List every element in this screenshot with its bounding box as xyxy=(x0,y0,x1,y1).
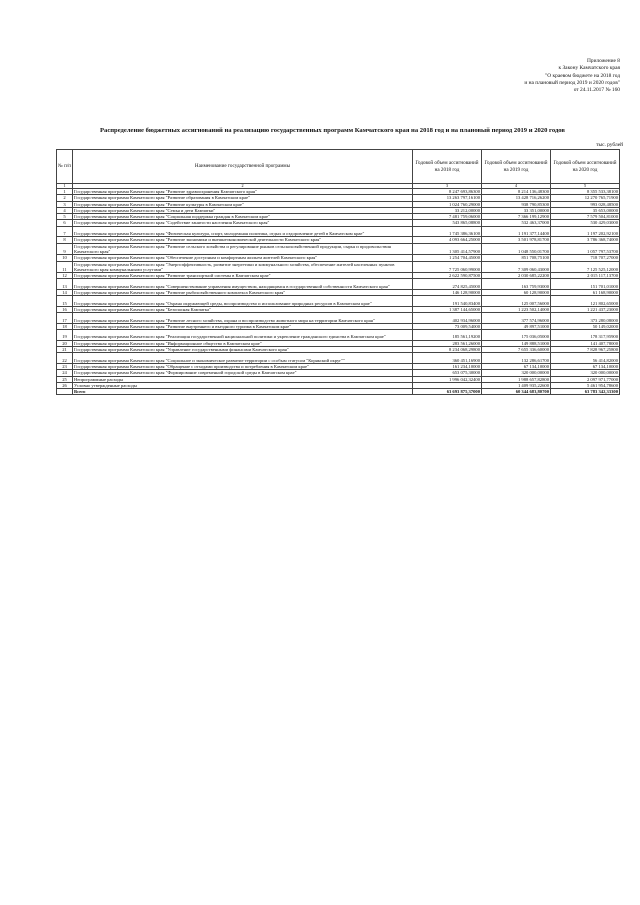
amount-2018: 2 622 590,87500 xyxy=(413,273,482,279)
row-number: 20 xyxy=(57,340,73,346)
program-name: Государственная программа Камчатского края "Физическая культура, спорт, молодежная политика, отдых и оздоровление детей в Камчатском крае" xyxy=(73,226,413,237)
amount-2020: 35 653,00000 xyxy=(551,207,620,213)
table-row xyxy=(57,226,620,237)
amount-2019: 49 897,51000 xyxy=(482,323,551,329)
amount-2019: 532 463,37000 xyxy=(482,220,551,226)
row-number: 19 xyxy=(57,330,73,341)
program-name: Государственная программа Камчатского края "Энергоэффективность, развитие энергетики и коммунального хозяйства, обеспечение жителей населенных пунктов Камчатского края коммунальными услугами" xyxy=(73,261,413,273)
amount-2019: 938 790,85300 xyxy=(482,201,551,207)
amount-2019: 851 708,75100 xyxy=(482,255,551,261)
header-name: Наименование государственной программы xyxy=(73,150,413,184)
amount-2020: 530 429,03000 xyxy=(551,220,620,226)
program-name: Государственная программа Камчатского края "Развитие культуры в Камчатском крае" xyxy=(73,201,413,207)
row-number: 9 xyxy=(57,243,73,255)
amount-2019: 320 000,00000 xyxy=(482,370,551,376)
program-name: Государственная программа Камчатского края "Информационное общество в Камчатском крае" xyxy=(73,340,413,346)
row-number: 14 xyxy=(57,290,73,296)
program-name: Государственная программа Камчатского края "Развитие здравоохранения Камчатского края" xyxy=(73,189,413,195)
program-name: Государственная программа Камчатского края "Развитие сельского хозяйства и регулирование рынков сельскохозяйственной продукции, сырья и продовольствия Камчатского края" xyxy=(73,243,413,255)
amount-2019: 149 888,51000 xyxy=(482,340,551,346)
row-number: 8 xyxy=(57,237,73,243)
row-number: 21 xyxy=(57,347,73,353)
units-label: тыс. рублей xyxy=(596,142,623,148)
row-number: 2 xyxy=(57,195,73,201)
amount-2019: 8 214 136,48300 xyxy=(482,189,551,195)
program-name: Государственная программа Камчатского края "Развитие образования в Камчатском крае" xyxy=(73,195,413,201)
row-number: 1 xyxy=(57,189,73,195)
program-name: Государственная программа Камчатского края "Обеспечение доступным и комфортным жильем жителей Камчатского края" xyxy=(73,255,413,261)
row-number: 24 xyxy=(57,370,73,376)
amount-2020: 151 701,01000 xyxy=(551,279,620,290)
program-name: Государственная программа Камчатского края "Обращение с отходами производства и потребления в Камчатском крае" xyxy=(73,363,413,369)
amount-2020: 7 125 525,12000 xyxy=(551,261,620,273)
amount-2019: 67 134,10000 xyxy=(482,363,551,369)
table-row xyxy=(57,279,620,290)
amount-2020: 12 270 765,71900 xyxy=(551,195,620,201)
amount-2019: 125 007,56000 xyxy=(482,296,551,307)
row-number: 6 xyxy=(57,220,73,226)
amount-2019: 60 128,90000 xyxy=(482,290,551,296)
table-body xyxy=(57,189,620,395)
appendix-line: Приложение 8 xyxy=(587,58,620,64)
appendix-line: от 24.11.2017 № 160 xyxy=(573,87,620,94)
header-2019: Годовой объем ассигнований на 2019 год xyxy=(482,150,551,184)
program-name: Государственная программа Камчатского края "Развитие внутреннего и въездного туризма в Камчатском крае" xyxy=(73,323,413,329)
column-number: 5 xyxy=(551,184,620,189)
amount-2020: 1 197 202,92100 xyxy=(551,226,620,237)
table-row xyxy=(57,313,620,324)
amount-2018: 1 254 704,45000 xyxy=(413,255,482,261)
table-row xyxy=(57,330,620,341)
amount-2018: 283 561,26000 xyxy=(413,340,482,346)
amount-2019: 33 351,00000 xyxy=(482,207,551,213)
row-number xyxy=(57,389,73,395)
row-number: 18 xyxy=(57,323,73,329)
program-name: Государственная программа Камчатского края "Развитие транспортной системы в Камчатском крае" xyxy=(73,273,413,279)
row-number: 11 xyxy=(57,261,73,273)
program-name: Государственная программа Камчатского края "Развитие рыбохозяйственного комплекса Камчатского края" xyxy=(73,290,413,296)
table-row xyxy=(57,296,620,307)
table-row xyxy=(57,243,620,255)
amount-2018: 161 234,10000 xyxy=(413,363,482,369)
amount-2018: 191 540,83400 xyxy=(413,296,482,307)
amount-2018: 146 128,90000 xyxy=(413,290,482,296)
program-name: Государственная программа Камчатского края "Семья и дети Камчатки" xyxy=(73,207,413,213)
amount-2018: 73 009,54000 xyxy=(413,323,482,329)
appendix-reference xyxy=(360,58,620,94)
column-number: 2 xyxy=(73,184,413,189)
program-name: Государственная программа Камчатского края "Социальное и экономическое развитие территории с особым статусом "Корякский округ"" xyxy=(73,353,413,364)
amount-2020: 1 221 437,23000 xyxy=(551,306,620,312)
column-number: 1 xyxy=(57,184,73,189)
amount-2020: 56 414,82000 xyxy=(551,353,620,364)
row-number: 5 xyxy=(57,214,73,220)
program-name: Государственная программа Камчатского края "Реализация государственной национальной политики и укрепление гражданского единства в Камчатском крае" xyxy=(73,330,413,341)
program-name: Государственная программа Камчатского края "Совершенствование управления имуществом, находящимся в государственной собственности Камчатского края" xyxy=(73,279,413,290)
amount-2019: 13 428 716,26200 xyxy=(482,195,551,201)
table-row xyxy=(57,261,620,273)
amount-2018: 360 451,16900 xyxy=(413,353,482,364)
row-number: 10 xyxy=(57,255,73,261)
program-name: Государственная программа Камчатского края "Содействие занятости населения Камчатского края" xyxy=(73,220,413,226)
header-2018: Годовой объем ассигнований на 2018 год xyxy=(413,150,482,184)
amount-2018: 7 481 759,06000 xyxy=(413,214,482,220)
amount-2019: 1 223 502,14000 xyxy=(482,306,551,312)
amount-2019: 2 030 685,22200 xyxy=(482,273,551,279)
amount-2019: 1 409 935,22600 xyxy=(482,382,551,388)
amount-2018: 63 693 875,37000 xyxy=(413,389,482,395)
amount-2020: 8 355 533,38100 xyxy=(551,189,620,195)
amount-2018: 13 263 797,16100 xyxy=(413,195,482,201)
total-row xyxy=(57,389,620,395)
row-number: 12 xyxy=(57,273,73,279)
amount-2020: 2 097 971,77000 xyxy=(551,376,620,382)
amount-2019: 132 286,61700 xyxy=(482,353,551,364)
amount-2020: 5 461 954,78600 xyxy=(551,382,620,388)
amount-2020: 63 783 342,33300 xyxy=(551,389,620,395)
row-number: 22 xyxy=(57,353,73,364)
amount-2020: 1 057 797,53700 xyxy=(551,243,620,255)
program-name: Государственная программа Камчатского края "Развитие экономики и внешнеэкономической деятельности Камчатского края" xyxy=(73,237,413,243)
appendix-line: "О краевом бюджете на 2018 год xyxy=(545,72,620,79)
program-name: Государственная программа Камчатского края "Формирование современной городской среды в Камчатском крае" xyxy=(73,370,413,376)
row-number: 15 xyxy=(57,296,73,307)
column-number: 3 xyxy=(413,184,482,189)
amount-2020: 141 407,78000 xyxy=(551,340,620,346)
amount-2020: 121 802,65000 xyxy=(551,296,620,307)
amount-2018: 653 075,30000 xyxy=(413,370,482,376)
row-number: 3 xyxy=(57,201,73,207)
amount-2019: 1 191 377,14400 xyxy=(482,226,551,237)
amount-2020: 993 028,48500 xyxy=(551,201,620,207)
document-title: Распределение бюджетных ассигнований на реализацию государственных программ Камчатского края на 2018 год и на плановый период 2019 и 2020 годов xyxy=(100,127,565,134)
amount-2020: 3 786 368,74000 xyxy=(551,237,620,243)
amount-2018: 274 825,45000 xyxy=(413,279,482,290)
amount-2018: 402 934,96000 xyxy=(413,313,482,324)
program-name: Государственная программа Камчатского края "Охрана окружающей среды, воспроизводство и использование природных ресурсов в Камчатском крае" xyxy=(73,296,413,307)
amount-2018: 1 745 386,36100 xyxy=(413,226,482,237)
amount-2019: 3 501 978,81700 xyxy=(482,237,551,243)
row-number: 23 xyxy=(57,363,73,369)
appendix-line: и на плановый период 2019 и 2020 годов" xyxy=(524,79,620,86)
row-number: 25 xyxy=(57,376,73,382)
amount-2018: 7 725 060,99000 xyxy=(413,261,482,273)
program-name: Государственная программа Камчатского края "Социальная поддержка граждан в Камчатском крае" xyxy=(73,214,413,220)
row-number: 13 xyxy=(57,279,73,290)
budget-table xyxy=(56,149,620,395)
amount-2020: 178 317,95900 xyxy=(551,330,620,341)
row-number: 17 xyxy=(57,313,73,324)
amount-2020: 320 000,00000 xyxy=(551,370,620,376)
row-number: 4 xyxy=(57,207,73,213)
program-name: Государственная программа Камчатского края "Управление государственными финансами Камчатского края" xyxy=(73,347,413,353)
header-2020: Годовой объем ассигнований на 2020 год xyxy=(551,150,620,184)
program-name: Государственная программа Камчатского края "Безопасная Камчатка" xyxy=(73,306,413,312)
row-number: 26 xyxy=(57,382,73,388)
appendix-line: к Закону Камчатского края xyxy=(558,65,620,72)
amount-2018: 1 996 042,32400 xyxy=(413,376,482,382)
amount-2019: 1 048 550,01700 xyxy=(482,243,551,255)
table-header xyxy=(57,150,620,189)
amount-2019: 7 366 199,12900 xyxy=(482,214,551,220)
amount-2020: 7 828 967,25800 xyxy=(551,347,620,353)
amount-2018: 8 234 068,29800 xyxy=(413,347,482,353)
amount-2018: 1 024 760,29000 xyxy=(413,201,482,207)
program-name: Условно утвержденные расходы xyxy=(73,382,413,388)
amount-2018: 1 305 414,57900 xyxy=(413,243,482,255)
amount-2019: 175 036,05000 xyxy=(482,330,551,341)
amount-2019: 163 759,93000 xyxy=(482,279,551,290)
amount-2018: 185 561,19200 xyxy=(413,330,482,341)
amount-2020: 373 280,08000 xyxy=(551,313,620,324)
amount-2020: 61 168,90000 xyxy=(551,290,620,296)
amount-2020: 67 134,10000 xyxy=(551,363,620,369)
amount-2018: 33 212,00000 xyxy=(413,207,482,213)
amount-2020: 718 707,27000 xyxy=(551,255,620,261)
header-num: № п/п xyxy=(57,150,73,184)
program-name: Непрограммные расходы xyxy=(73,376,413,382)
amount-2020: 2 015 117,13700 xyxy=(551,273,620,279)
table-row xyxy=(57,353,620,364)
amount-2020: 7 579 504,81000 xyxy=(551,214,620,220)
amount-2018: 4 093 664,25000 xyxy=(413,237,482,243)
amount-2019: 7 309 060,43000 xyxy=(482,261,551,273)
amount-2020: 50 149,02000 xyxy=(551,323,620,329)
program-name: Всего xyxy=(73,389,413,395)
amount-2018: 8 247 693,86300 xyxy=(413,189,482,195)
amount-2018: 1 387 144,65000 xyxy=(413,306,482,312)
program-name: Государственная программа Камчатского края "Развитие лесного хозяйства, охрана и воспроизводство животного мира на территории Камчатского края" xyxy=(73,313,413,324)
column-number: 4 xyxy=(482,184,551,189)
amount-2019: 1 988 657,82800 xyxy=(482,376,551,382)
row-number: 16 xyxy=(57,306,73,312)
amount-2019: 7 655 336,60000 xyxy=(482,347,551,353)
row-number: 7 xyxy=(57,226,73,237)
amount-2019: 60 344 683,80700 xyxy=(482,389,551,395)
amount-2018: 543 865,08800 xyxy=(413,220,482,226)
amount-2019: 377 574,96000 xyxy=(482,313,551,324)
